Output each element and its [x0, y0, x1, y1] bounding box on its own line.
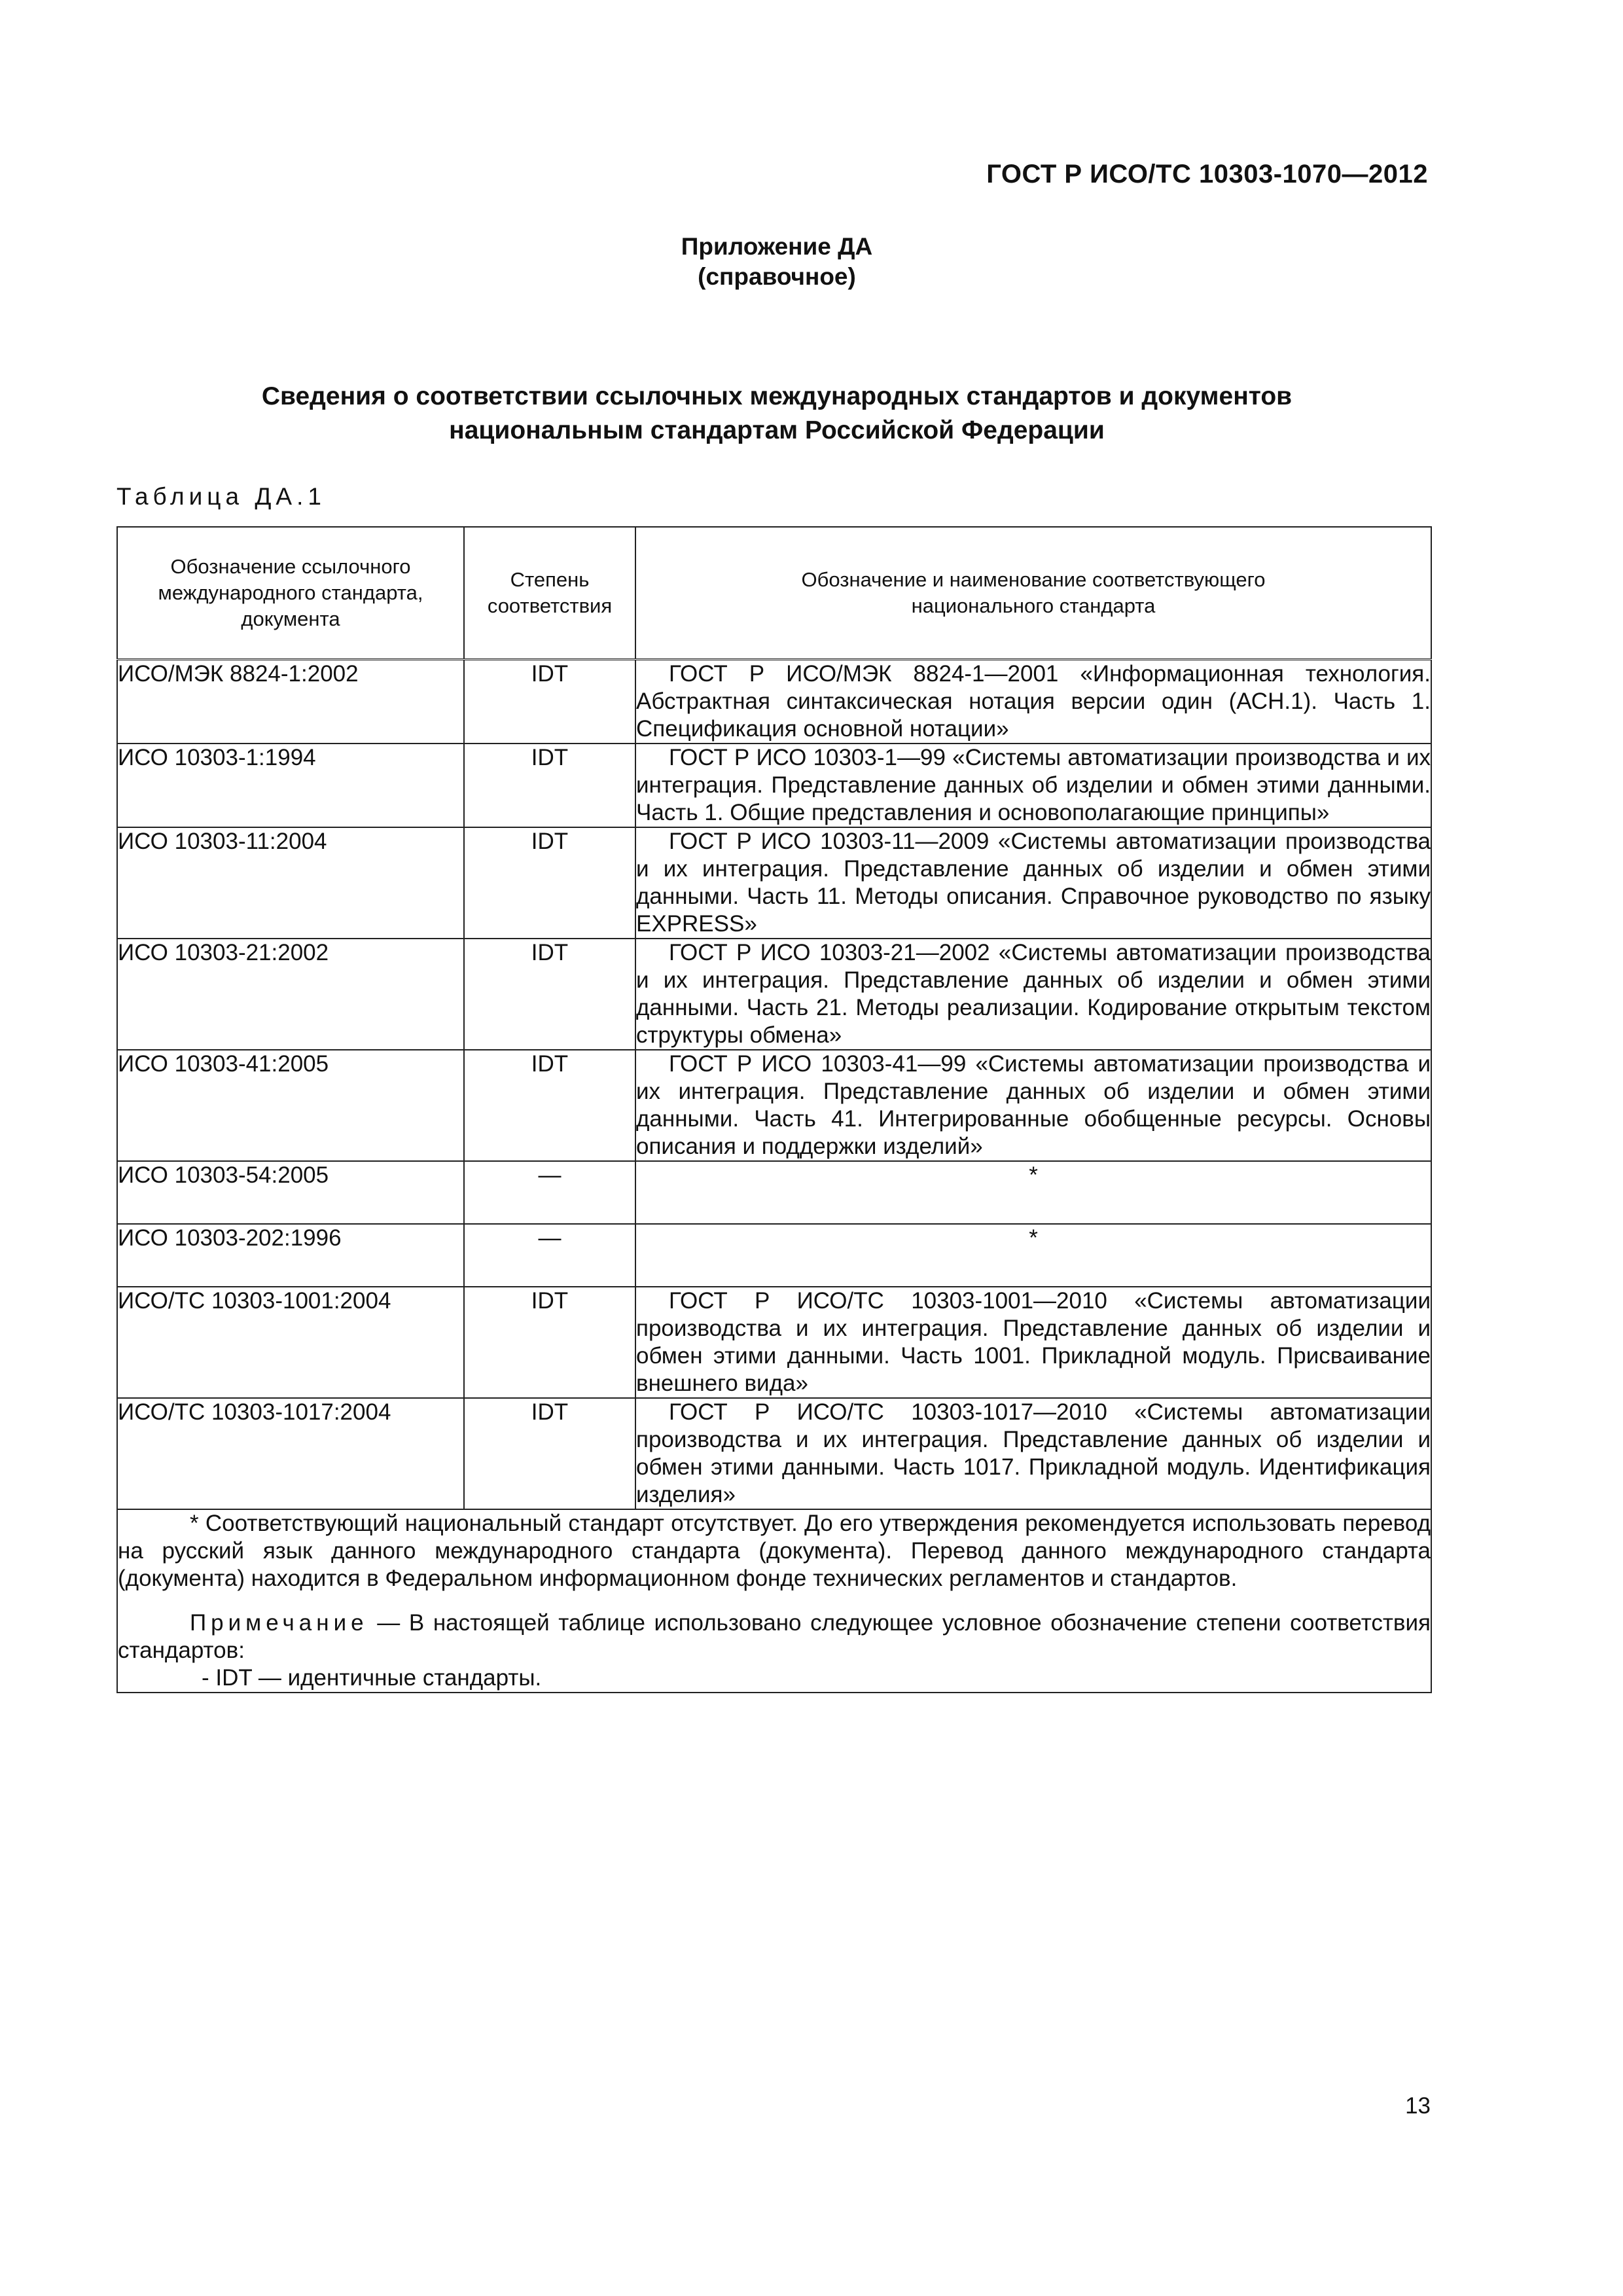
national-cell: ГОСТ Р ИСО/МЭК 8824-1—2001 «Информационная технология. Абстрактная синтаксическая нотация версии один (АСН.1). Часть 1. Спецификация основной нотации»: [635, 660, 1431, 744]
national-cell: *: [635, 1161, 1431, 1224]
document-code: ГОСТ Р ИСО/ТС 10303-1070—2012: [986, 160, 1428, 188]
ref-cell: ИСО 10303-41:2005: [117, 1050, 464, 1161]
degree-cell: IDT: [464, 1398, 635, 1509]
national-cell: ГОСТ Р ИСО/ТС 10303-1017—2010 «Системы автоматизации производства и их интеграция. Представление данных об изделии и обмен этими данными. Часть 1017. Прикладной модуль. Идентификация изделия»: [635, 1398, 1431, 1509]
annex-kind: (справочное): [698, 263, 856, 290]
table-row: [117, 939, 1431, 1050]
header-degree: Степень соответствия: [464, 527, 635, 660]
table-row: [117, 1050, 1431, 1161]
table-row: [117, 1287, 1431, 1398]
national-cell: ГОСТ Р ИСО 10303-11—2009 «Системы автоматизации производства и их интеграция. Представление данных об изделии и обмен этими данными. Часть 11. Методы описания. Справочное руководство по языку EXPRESS»: [635, 827, 1431, 939]
annex-title: Приложение ДА: [681, 233, 873, 260]
table-row: [117, 744, 1431, 827]
header-national: Обозначение и наименование соответствующего национального стандарта: [635, 527, 1431, 660]
degree-cell: IDT: [464, 744, 635, 827]
degree-cell: IDT: [464, 827, 635, 939]
table-row: [117, 1224, 1431, 1287]
note-label: Примечание: [190, 1610, 368, 1636]
section-title-line-2: национальным стандартам Российской Федерации: [449, 416, 1105, 444]
degree-cell: IDT: [464, 660, 635, 744]
table-footer-row: [117, 1509, 1431, 1693]
correspondence-table: [116, 526, 1432, 1693]
ref-cell: ИСО/ТС 10303-1017:2004: [117, 1398, 464, 1509]
table-row: [117, 1161, 1431, 1224]
ref-cell: ИСО 10303-1:1994: [117, 744, 464, 827]
ref-cell: ИСО 10303-202:1996: [117, 1224, 464, 1287]
degree-cell: IDT: [464, 1050, 635, 1161]
table-caption: Таблица ДА.1: [116, 483, 326, 510]
national-cell: ГОСТ Р ИСО 10303-1—99 «Системы автоматизации производства и их интеграция. Представление данных об изделии и обмен этими данными. Часть 1. Общие представления и основополагающие принципы»: [635, 744, 1431, 827]
ref-cell: ИСО 10303-21:2002: [117, 939, 464, 1050]
degree-cell: —: [464, 1224, 635, 1287]
correspondence-table-wrapper: [116, 526, 1431, 1693]
section-title: [0, 380, 1554, 448]
annex-heading: [0, 232, 1554, 292]
table-row: [117, 1398, 1431, 1509]
note-text: — В настоящей таблице использовано следующее условное обозначение степени соответствия стандартов:: [118, 1610, 1431, 1663]
table-header-row: [117, 527, 1431, 660]
page-number: 13: [1405, 2093, 1431, 2119]
degree-cell: —: [464, 1161, 635, 1224]
national-cell: ГОСТ Р ИСО 10303-21—2002 «Системы автоматизации производства и их интеграция. Представление данных об изделии и обмен этими данными. Часть 21. Методы реализации. Кодирование открытым текстом структуры обмена»: [635, 939, 1431, 1050]
ref-cell: ИСО/МЭК 8824-1:2002: [117, 660, 464, 744]
ref-cell: ИСО 10303-54:2005: [117, 1161, 464, 1224]
degree-cell: IDT: [464, 939, 635, 1050]
note: [118, 1609, 1431, 1664]
note-item: - IDT — идентичные стандарты.: [202, 1665, 542, 1691]
national-cell: ГОСТ Р ИСО/ТС 10303-1001—2010 «Системы автоматизации производства и их интеграция. Представление данных об изделии и обмен этими данными. Часть 1001. Прикладной модуль. Присваивание внешнего вида»: [635, 1287, 1431, 1398]
national-cell: *: [635, 1224, 1431, 1287]
ref-cell: ИСО 10303-11:2004: [117, 827, 464, 939]
degree-cell: IDT: [464, 1287, 635, 1398]
national-cell: ГОСТ Р ИСО 10303-41—99 «Системы автоматизации производства и их интеграция. Представление данных об изделии и обмен этими данными. Часть 41. Интегрированные обобщенные ресурсы. Основы описания и поддержки изделий»: [635, 1050, 1431, 1161]
footnote: * Соответствующий национальный стандарт отсутствует. До его утверждения рекомендуется использовать перевод на русский язык данного международного стандарта (документа). Перевод данного международного стандарта (документа) находится в Федеральном информационном фонде технических регламентов и стандартов.: [118, 1511, 1431, 1591]
table-footer: [117, 1509, 1431, 1693]
section-title-line-1: Сведения о соответствии ссылочных международных стандартов и документов: [261, 382, 1293, 410]
table-row: [117, 827, 1431, 939]
header-ref: Обозначение ссылочного международного стандарта, документа: [117, 527, 464, 660]
ref-cell: ИСО/ТС 10303-1001:2004: [117, 1287, 464, 1398]
table-row: [117, 660, 1431, 744]
